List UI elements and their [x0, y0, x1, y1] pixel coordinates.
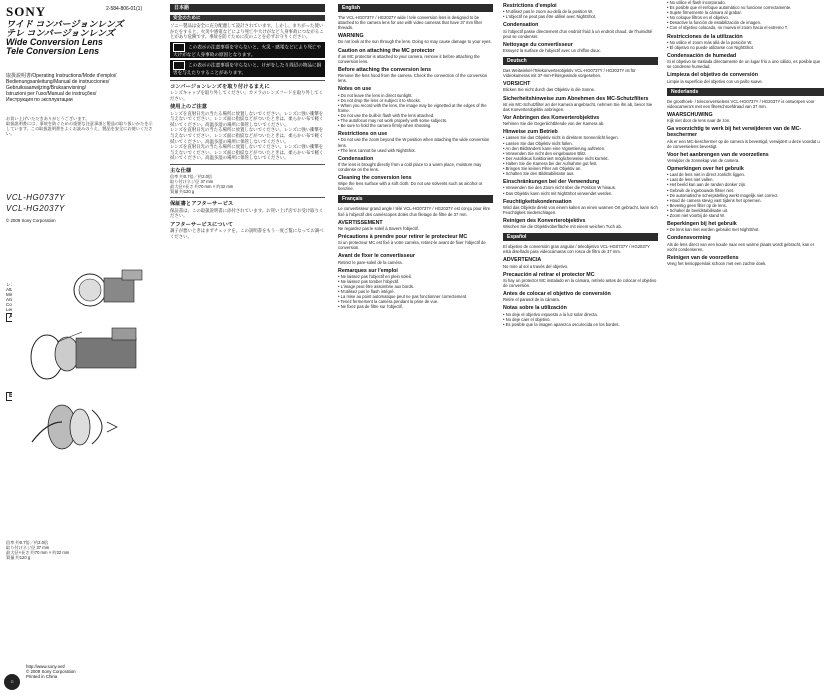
use-text: レンズを直射日光の当たる場所に放置しないでください。レンズに強い衝撃を与えないでください。レンズ面に指紋などがついたときは、柔らかい布で軽く拭いてください。高温多湿の場所に保管しないでください。 [170, 127, 324, 144]
fr-before-heading: Avant de fixer le convertisseur [338, 253, 415, 260]
es-condensation-heading: Condensación de humedad [667, 52, 737, 59]
de-condensation-heading: Feuchtigkeitskondensation [503, 198, 572, 205]
nl-cleaning-heading: Reinigen van de voorzetlens [667, 254, 739, 261]
nl-before-text: Verwijder de zonnekap van de camera. [667, 157, 740, 163]
title-line: Tele Conversion Lens [6, 46, 100, 56]
safety-heading: 安全のために [170, 15, 325, 21]
de-cleaning-heading: Reinigen des Konverterobjektivs [503, 217, 586, 224]
es-before-text: Retire el parasol de la cámara. [503, 297, 561, 303]
de-cleaning-text: Wischen Sie die Objektivoberfläche mit einem weichen Tuch ab. [503, 224, 622, 230]
fr-restrictions-text: • N'utilisez pas le zoom au-delà de la position W. • L'objectif ne peut pas être utilisé avec NightShot. [503, 9, 597, 20]
fr-condensation-text: Si l'objectif passe directement d'un endroit froid à un endroit chaud, de l'humidité peut se condenser. [503, 28, 654, 39]
es-cleaning-heading: Limpieza del objetivo de conversión [667, 72, 758, 79]
fr-intro: Le convertisseur grand angle / télé VCL-HG0737Y / HG2037Y est conçu pour être fixé à l'objectif des caméscopes dotés d'un filetage de filtre de 37 mm. [338, 206, 492, 217]
footer [26, 664, 156, 679]
fr-warning-heading: AVERTISSEMENT [338, 219, 383, 226]
de-intro: Das Weitwinkel-/Telekonverterobjektiv VCL-HG0737Y / HG2037Y ist für Videokameras mit 37-mm-Filtergewinde vorgesehen. [503, 68, 637, 79]
de-warning-text: Blicken Sie nicht durch das Objektiv in die Sonne. [503, 87, 596, 93]
fr-precaution-heading: Précautions à prendre pour retirer le protecteur MC [338, 233, 468, 240]
model-number: VCL-HG0737Y [6, 193, 65, 202]
manual-line: Gebruiksaanwijzing/Bruksanvisning/ [6, 85, 87, 91]
footer-printed: Printed in China [26, 674, 58, 679]
nl-restrictions-heading: Beperkingen bij het gebruik [667, 221, 737, 228]
dutch-column [667, 0, 824, 699]
footer-url: http://www.sony.net/ [26, 664, 65, 669]
en-condensation-heading: Condensation [338, 155, 374, 162]
copyright: © 2009 Sony Corporation [6, 218, 56, 223]
section-header-en: English [338, 4, 493, 12]
de-notes-text: • Lassen Sie das Objektiv nicht in direktem Sonnenlicht liegen. • Lassen Sie das Objektiv nicht fallen. • An den Bildrändern kann eine Vignettierung auftreten. • Verwenden Sie nicht den eingebauten Blitz. • Der Autofokus funktioniert möglicherweise nicht korrekt. • Halten Sie die Kamera bei der Aufnahme gut fest. • Bringen Sie keinen Filter am Objektiv an. • Schalten Sie den Bildstabilisator aus. [503, 135, 619, 177]
caution-box-text: この表示の注意事項を守らないと、けがをしたり周辺の物品に損害を与えたりすることがあります。 [173, 63, 322, 76]
en-warning-heading: WARNING [338, 33, 364, 40]
de-restrictions-text: • Verwenden Sie den Zoom nicht über die Position W hinaus. • Das Objektiv kann nicht mit NightShot verwendet werden. [503, 185, 616, 196]
en-before-heading: Before attaching the conversion lens [338, 66, 432, 73]
section-header-fr: Français [338, 195, 493, 203]
es-cleaning-text: Limpie la superficie del objetivo con un paño suave. [667, 78, 763, 84]
de-before-heading: Vor Anbringen des Konverterobjektivs [503, 114, 600, 121]
en-before-text: Remove the lens hood from the camera. Check the connection of the conversion lens. [338, 73, 489, 84]
manual-line: Инструкция по эксплуатации [6, 97, 73, 103]
caption-line: Attaching the lens [6, 287, 42, 292]
nl-condensation-text: Als de lens direct van een koude naar een warme plaats wordt gebracht, kan er vocht condenseren. [667, 241, 816, 252]
title-line: ワイド コンバージョンレンズ [6, 19, 124, 29]
en-condensation-text: If the lens is brought directly from a cold place to a warm place, moisture may condense on the lens. [338, 161, 483, 172]
fr-cleaning-text: Essuyez la surface de l'objectif avec un chiffon doux. [503, 47, 601, 53]
use-heading: 使用上のご注意 [170, 104, 208, 111]
es-warning-heading: ADVERTENCIA [503, 257, 542, 264]
en-notes-heading: Notes on use [338, 86, 372, 93]
es-intro: El objetivo de conversión gran angular / teleobjetivo VCL-HG0737Y / HG2037Y está diseñado para videocámaras con rosca de filtro de 37 mm. [503, 244, 651, 255]
safety-text: ソニー製品は安全に充分配慮して設計されています。しかし、まちがった使いかたをすると、火災や感電などにより死亡や大けがなど人身事故につながることがあり危険です。事故を防ぐために次のことを必ずお守りください。 [170, 23, 324, 40]
en-caution-heading: Caution on attaching the MC protector [338, 47, 435, 54]
es-restrictions-text: • No utilice el zoom más allá de la posición W. • El objetivo no puede utilizarse con NightShot. [667, 39, 754, 50]
sony-logo: SONY [6, 4, 47, 19]
footer-copyright: © 2009 Sony Corporation [26, 669, 76, 674]
caution-box [170, 60, 325, 77]
nl-warning-text: Kijk niet door de lens naar de zon. [667, 118, 731, 124]
nl-intro: De groothoek- / teleconversielens VCL-HG0737Y / HG2037Y is ontworpen voor videocamera's met een filterschroefdraad van 37 mm. [667, 98, 816, 109]
use-text: レンズを直射日光の当たる場所に放置しないでください。レンズに強い衝撃を与えないでください。レンズ面に指紋などがついたときは、柔らかい布で軽く拭いてください。高温多湿の場所に保管しないでください。 [170, 144, 324, 161]
after-heading: アフターサービスについて [170, 221, 234, 228]
caption-line: レンズを取り付けたところ [6, 282, 60, 287]
part-number: 2-584-806-01(1) [106, 6, 143, 12]
camera-illustration [12, 258, 152, 314]
es-notes-text: • No deje el objetivo expuesto a la luz solar directa. • No deje caer el objetivo. • Es posible que la imagen aparezca oscurecida en los bordes. [503, 311, 620, 327]
es-precaution-heading: Precaución al retirar el protector MC [503, 271, 595, 278]
after-text: 調子が悪いときはまずチェックを。この説明書をもう一度ご覧になってお調べください。 [170, 228, 324, 239]
manual-line: 取扱説明書/Operating Instructions/Mode d'emploi/ [6, 73, 117, 79]
service-heading: 保証書とアフターサービス [170, 201, 234, 208]
service-text: 保証書は、この取扱説明書に添付されています。お買い上げ店でお受け取りください。 [170, 207, 324, 219]
fr-condensation-heading: Condensation [503, 22, 539, 29]
en-intro: The VCL-HG0737Y / HG2037Y wide / tele conversion lens is designed to be attached to the camera lens for use with video cameras that have 37 mm filter threads. [338, 15, 484, 31]
caption-line: Anbringen des Objektivs [6, 297, 55, 302]
intro-jp: お買い上げいただきありがとうございます。 取扱説明書には、事故を防ぐための重要な注意事項と製品の取り扱いかたを示しています。この取扱説明書をよくお読みのうえ、製品を安全にお使いください。 [6, 116, 153, 137]
title-line: Wide Conversion Lens [6, 37, 103, 47]
product-title [6, 20, 124, 56]
en-caution-text: If an MC protector is attached to your camera, remove it before attaching the conversion lens. [338, 53, 481, 64]
en-cleaning-heading: Cleaning the conversion lens [338, 175, 412, 182]
manual-line: Bedienungsanleitung/Manual de instrucciones/ [6, 79, 110, 85]
german-column [503, 0, 658, 699]
spec-block-jp: 倍率 約0.7倍／約2.0倍 取り付けネジ径 37 mm 最大径×長さ 約70 mm × 約32 mm 質量 約120 g [6, 540, 70, 561]
fr-before-text: Retirez le pare-soleil de la caméra. [338, 259, 403, 265]
section-header-nl: Nederlands [667, 88, 824, 96]
caption-line: Colocación del objetivo [6, 302, 53, 307]
nl-restrictions-text: • De lens kan niet worden gebruikt met NightShot. [667, 227, 760, 233]
manual-languages [6, 73, 156, 103]
en-cleaning-text: Wipe the lens surface with a soft cloth. Do not use solvents such as alcohol or benzine. [338, 181, 484, 192]
cover-column [0, 0, 160, 699]
de-safety-heading: Sicherheitshinweise zum Abnehmen des MC-Schutzfilters [503, 95, 649, 102]
fr-notes-heading: Remarques sur l'emploi [338, 267, 398, 274]
caption-line: Lens bevestigen [6, 307, 39, 312]
es-restrictions-heading: Restricciones de la utilización [667, 33, 743, 40]
en-notes-text: • Do not leave the lens in direct sunlight. • Do not drop the lens or subject it to shocks. • When you record with the lens, the image may be vignetted at the edges of the frame. • Do not use the built-in flash with the lens attached. • The autofocus may not work properly with some subjects. • Be sure to hold the camera firmly when shooting. [338, 92, 487, 129]
nl-notes-text: • Laat de lens niet in direct zonlicht liggen. • Laat de lens niet vallen. • Het beeld kan aan de randen donker zijn. • Gebruik de ingebouwde flitser niet. • De automatische scherpstelling werkt mogelijk niet correct. • Houd de camera stevig vast tijdens het opnemen. • Bevestig geen filter op de lens. • Schakel de beeldstabilisatie uit. • Zoom niet voorbij de stand W. [667, 172, 779, 218]
figure-b-illustration [12, 392, 152, 462]
figure-label-a: A [6, 313, 16, 322]
de-notes-heading: Hinweise zum Betrieb [503, 129, 558, 136]
english-column [338, 0, 493, 699]
es-notes-continued: • No utilice el flash incorporado. • Es posible que el enfoque automático no funcione correctamente. • Sujete firmemente la cámara al grabar. • No coloque filtros en el objetivo. • Desactive la función de estabilización de imagen. • Con el objetivo colocado, no mueva el zoom hacia el extremo T. [667, 0, 792, 31]
spec-text: 倍率 約0.7倍／約2.0倍 取り付けネジ径 37 mm 最大径×長さ 約70 mm × 約32 mm 質量 約120 g [170, 174, 234, 195]
use-text: レンズを直射日光の当たる場所に放置しないでください。レンズに強い衝撃を与えないでください。レンズ面に指紋などがついたときは、柔らかい布で軽く拭いてください。高温多湿の場所に保管しないでください。 [170, 110, 324, 127]
japanese-column [170, 0, 325, 699]
nl-before-heading: Voor het aanbrengen van de voorzetlens [667, 151, 769, 158]
fr-cleaning-heading: Nettoyage du convertisseur [503, 41, 573, 48]
es-warning-text: No mire al sol a través del objetivo. [503, 263, 569, 269]
de-before-text: Nehmen Sie die Gegenlichtblende von der Kamera ab. [503, 121, 605, 127]
model-number: VCL-HG2037Y [6, 204, 65, 213]
section-header-jp: 日本語 [170, 4, 325, 12]
manual-line: Istruzioni per l'uso/Manual de instruções/ [6, 91, 97, 97]
attach-heading: コンバージョンレンズを取り付けるまえに [170, 83, 270, 90]
nl-caution-heading: Ga voorzichtig te werk bij het verwijderen van de MC-beschermer [667, 126, 802, 139]
es-precaution-text: Si hay un protector MC instalado en la cámara, retírelo antes de colocar el objetivo de conversión. [503, 277, 658, 289]
en-restrictions-text: • Do not use the zoom beyond the W position when attaching the wide conversion lens. • The lens cannot be used with NightShot. [338, 137, 490, 153]
en-warning-text: Do not look at the sun through the lens. Doing so may cause damage to your eyes. [338, 39, 492, 45]
fr-restrictions-heading: Restrictions d'emploi [503, 3, 557, 9]
de-restrictions-heading: Einschränkungen bei der Verwendung [503, 179, 600, 186]
fr-precaution-text: Si un protecteur MC est fixé à votre caméra, retirez-le avant de fixer l'objectif de conversion. [338, 240, 487, 251]
figure-label-b: B [6, 392, 16, 401]
de-warning-heading: VORSICHT [503, 81, 531, 88]
es-condensation-text: Si el objetivo se traslada directamente de un lugar frío a uno cálido, es posible que se condense humedad. [667, 59, 822, 70]
fr-notes-text: • Ne laissez pas l'objectif en plein soleil. • Ne laissez pas tomber l'objectif. • L'image peut être assombrie aux bords. • N'utilisez pas le flash intégré. • La mise au point automatique peut ne pas fonctionner correctement. • Tenez fermement la caméra pendant la prise de vue. • Ne fixez pas de filtre sur l'objectif. [338, 273, 468, 310]
es-before-heading: Antes de colocar el objetivo de conversión [503, 291, 611, 298]
nl-cleaning-text: Veeg het lensoppervlak schoon met een zachte doek. [667, 260, 767, 266]
nl-caution-text: Als er een MC-beschermer op de camera is bevestigd, verwijdert u deze voordat u de conversielens bevestigt. [667, 138, 821, 149]
fr-warning-text: Ne regardez pas le soleil à travers l'objectif. [338, 225, 419, 231]
nl-condensation-heading: Condensvorming [667, 235, 711, 242]
nl-notes-heading: Opmerkingen over het gebruik [667, 166, 744, 173]
recycle-logo: ♲ [4, 674, 20, 690]
spec-heading: 主な仕様 [170, 167, 192, 174]
en-restrictions-heading: Restrictions on use [338, 131, 388, 138]
attach-text: レンズキャップを取り外してください。カメラのレンズフードを取り外してください。 [170, 90, 324, 101]
warning-icon [173, 43, 185, 52]
section-header-de: Deutsch [503, 57, 658, 65]
title-line: テレ コンバージョンレンズ [6, 28, 115, 38]
caption-line: Mise en place de l'objectif [6, 292, 58, 297]
es-notes-heading: Notas sobre la utilización [503, 305, 567, 312]
de-safety-text: Ist ein MC-Schutzfilter an der Kamera angebracht, nehmen Sie ihn ab, bevor Sie das Konverterobjektiv anbringen. [503, 101, 654, 112]
nl-warning-heading: WAARSCHUWING [667, 111, 713, 118]
warning-box-text: この表示の注意事項を守らないと、火災・感電などにより死亡や大けがなど人身事故の原因となります。 [173, 44, 322, 57]
section-header-es: Español [503, 233, 658, 241]
figure-a-illustration [12, 312, 152, 382]
de-condensation-text: Wird das Objektiv direkt von einem kalten an einen warmen Ort gebracht, kann sich Feuchtigkeit niederschlagen. [503, 204, 659, 215]
warning-box [170, 42, 325, 59]
